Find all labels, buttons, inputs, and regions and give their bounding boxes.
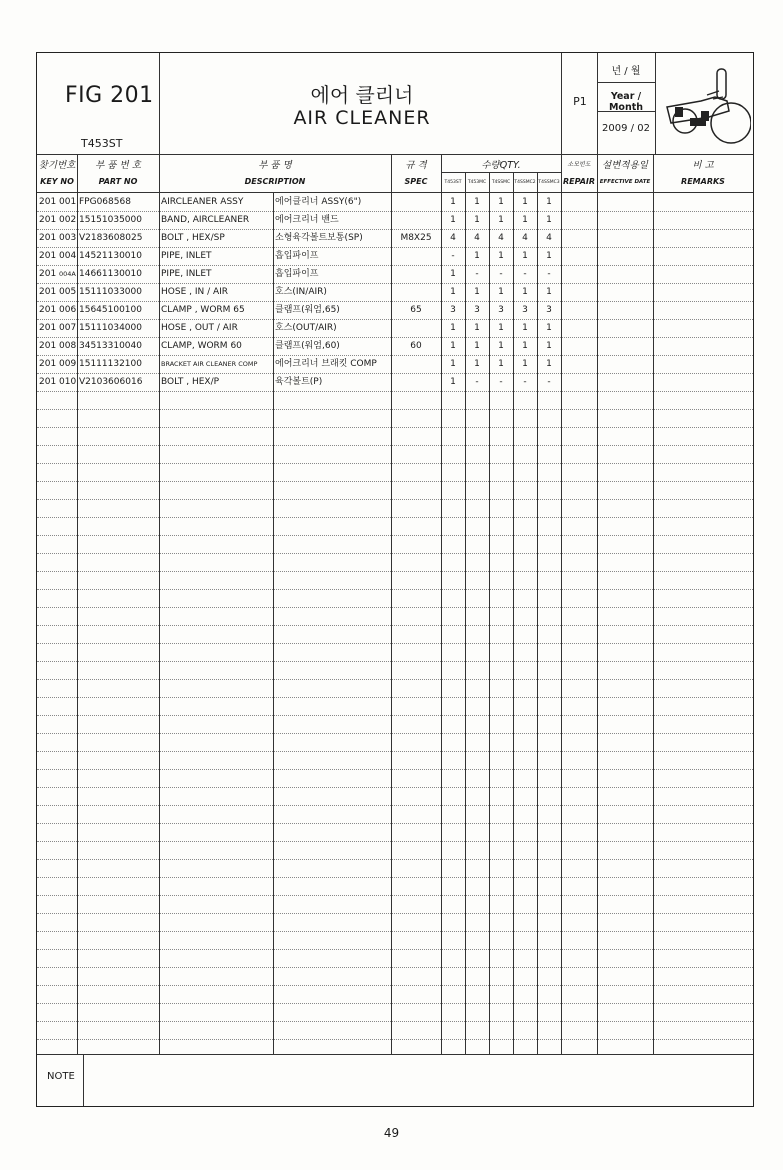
cell-k1: 201 [39,233,57,243]
year-month-english: Year / Month [608,91,644,113]
cell-k2: 005 [59,287,77,297]
header-repair-en: REPAIR [562,177,596,186]
cell-qty: 4 [474,233,480,243]
cell-spec [391,193,441,211]
cell-spec [391,247,441,265]
cell-qty: 1 [546,287,552,297]
cell-part: FPG068568 [79,197,131,207]
cell-qty: 1 [522,287,528,297]
qty-model-4: T4SSMC2 [514,180,536,185]
cell-k2: 010 [59,377,77,387]
cell-desc-en: PIPE, INLET [161,251,212,261]
header-spec-en: SPEC [404,177,428,186]
cell-qty: - [451,251,455,261]
header-repair-ko: 소모빈도 [567,161,591,168]
note-label: NOTE [47,1071,75,1082]
cell-desc-ko: 에어클리너 ASSY(6") [275,197,362,207]
cell-k2: 003 [59,233,77,243]
cell-qty: - [547,269,551,279]
cell-desc-ko: 클램프(워엄,65) [275,305,340,315]
cell-desc-en: CLAMP, WORM 60 [161,341,242,351]
cell-desc-en: BOLT , HEX/SP [161,233,225,243]
cell-qty: - [547,377,551,387]
qty-model-1: T453ST [444,180,462,185]
header-spec-ko: 규 격 [405,160,427,171]
cell-spec: 60 [410,341,422,351]
roller-illustration [657,61,751,147]
cell-qty: 1 [522,197,528,207]
cell-k1: 201 [39,323,57,333]
page-number: 49 [383,1126,400,1140]
cell-qty: 1 [498,341,504,351]
cell-qty: 1 [450,287,456,297]
cell-desc-ko: 호스(OUT/AIR) [275,323,337,333]
cell-desc-en: AIRCLEANER ASSY [161,197,244,207]
cell-k1: 201 [39,197,57,207]
cell-qty: - [499,377,503,387]
cell-k2: 002 [59,215,77,225]
cell-qty: 1 [546,359,552,369]
cell-qty: - [523,377,527,387]
cell-qty: 1 [498,215,504,225]
cell-desc-en: BAND, AIRCLEANER [161,215,250,225]
cell-k1: 201 [39,341,57,351]
cell-qty: 3 [546,305,552,315]
cell-qty: 1 [474,215,480,225]
cell-qty: 1 [474,287,480,297]
header-effective-en: EFFECTIVE DATE [599,179,651,185]
qty-model-5: T4SSMC3 [538,180,560,185]
cell-qty: 1 [474,323,480,333]
cell-qty: 1 [450,377,456,387]
cell-qty: 1 [450,359,456,369]
cell-desc-ko: 소형육각볼트보통(SP) [275,233,363,243]
cell-qty: 1 [498,251,504,261]
qty-model-3: T4SSMC [491,180,511,185]
cell-desc-ko: 육각볼트(P) [275,377,323,387]
cell-desc-en: CLAMP , WORM 65 [161,305,245,315]
cell-desc-ko: 에어크리너 브래킷 COMP [275,359,377,369]
cell-qty: 1 [546,197,552,207]
cell-part: V2103606016 [79,377,143,387]
header-remarks-ko: 비 고 [692,160,714,171]
header-qty-ko: 수량QTY. [481,160,521,171]
cell-qty: 1 [498,197,504,207]
cell-qty: - [475,269,479,279]
cell-qty: 1 [522,251,528,261]
cell-qty: 4 [546,233,552,243]
cell-k2: 009 [59,359,77,369]
cell-qty: 1 [450,341,456,351]
cell-k1: 201 [39,287,57,297]
qty-model-2: T453MC [467,180,487,185]
page-label: P1 [573,95,587,108]
cell-k2: 004 [59,251,77,261]
cell-spec [391,355,441,373]
header-part-no-ko: 부 품 번 호 [95,160,141,171]
cell-spec [391,283,441,301]
cell-part: V2183608025 [79,233,143,243]
cell-qty: 1 [498,359,504,369]
cell-qty: 4 [450,233,456,243]
cell-qty: 1 [450,269,456,279]
cell-k1: 201 [39,215,57,225]
cell-qty: 1 [498,287,504,297]
cell-k1: 201 [39,305,57,315]
cell-k1: 201 [39,251,57,261]
cell-qty: 1 [474,197,480,207]
cell-qty: 3 [450,305,456,315]
cell-k2: 007 [59,323,77,333]
cell-spec [391,373,441,391]
cell-k1: 201 [39,269,57,279]
cell-part: 14661130010 [79,269,142,279]
cell-spec [391,211,441,229]
cell-k2: 006 [59,305,77,315]
cell-qty: 1 [450,197,456,207]
cell-desc-ko: 흡입파이프 [275,251,319,261]
cell-qty: 1 [474,251,480,261]
cell-desc-ko: 에어크리너 밴드 [275,215,339,225]
cell-desc-en: HOSE , OUT / AIR [161,323,238,333]
cell-qty: 1 [474,341,480,351]
cell-qty: 1 [450,215,456,225]
header-description-ko: 부 품 명 [258,160,292,171]
header-key-no-en: KEY NO [40,177,74,186]
header-remarks-en: REMARKS [681,177,725,186]
cell-qty: 1 [522,323,528,333]
cell-qty: - [499,269,503,279]
cell-desc-en: PIPE, INLET [161,269,212,279]
year-month-korean: 년 / 월 [611,66,641,77]
cell-qty: 1 [546,251,552,261]
cell-k2: 008 [59,341,77,351]
cell-desc-ko: 호스(IN/AIR) [275,287,327,297]
cell-part: 34513310040 [79,341,142,351]
revision-date: 2009 / 02 [602,123,650,134]
page-frame [36,52,754,1107]
cell-qty: - [523,269,527,279]
title-korean: 에어 클리너 [310,83,414,107]
cell-spec: M8X25 [400,233,432,243]
header-key-no-ko: 찾기번호 [38,160,76,171]
cell-part: 15111034000 [79,323,142,333]
cell-desc-ko: 클램프(워엄,60) [275,341,340,351]
cell-qty: 4 [498,233,504,243]
cell-k1: 201 [39,377,57,387]
cell-part: 15111132100 [79,359,142,369]
cell-qty: 1 [474,359,480,369]
title-english: AIR CLEANER [293,107,431,129]
cell-qty: 1 [450,323,456,333]
header-part-no-en: PART NO [98,177,138,186]
cell-k1: 201 [39,359,57,369]
cell-k2: 001 [59,197,77,207]
header-effective-ko: 설변적용일 [602,160,648,171]
model-code: T453ST [81,137,123,150]
cell-spec [391,319,441,337]
cell-part: 15151035000 [79,215,142,225]
cell-qty: - [475,377,479,387]
cell-qty: 1 [498,323,504,333]
cell-spec: 65 [410,305,422,315]
figure-number: FIG 201 [65,83,154,108]
cell-desc-en: BRACKET AIR CLEANER COMP [161,360,258,368]
cell-qty: 1 [522,215,528,225]
cell-qty: 3 [522,305,528,315]
cell-qty: 4 [522,233,528,243]
cell-part: 15645100100 [79,305,142,315]
cell-qty: 3 [498,305,504,315]
cell-part: 14521130010 [79,251,142,261]
cell-desc-en: HOSE , IN / AIR [161,287,229,297]
cell-k2: 004A [59,270,76,278]
cell-qty: 1 [522,359,528,369]
cell-qty: 1 [546,215,552,225]
cell-qty: 3 [474,305,480,315]
cell-desc-ko: 흡입파이프 [275,269,319,279]
cell-part: 15111033000 [79,287,142,297]
cell-spec [391,265,441,283]
cell-qty: 1 [546,323,552,333]
header-description-en: DESCRIPTION [244,177,306,186]
cell-qty: 1 [522,341,528,351]
cell-desc-en: BOLT , HEX/P [161,377,220,387]
cell-qty: 1 [546,341,552,351]
